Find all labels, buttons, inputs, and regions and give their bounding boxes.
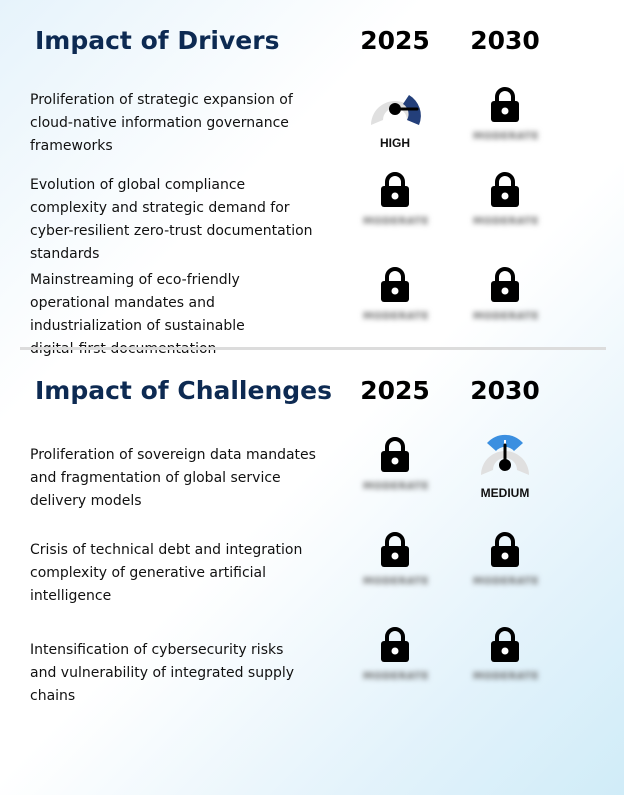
hidden-value: MODERATE — [363, 311, 429, 322]
text-line: frameworks — [30, 138, 113, 154]
text-line: Intensification of cybersecurity risks — [30, 642, 284, 658]
text-line: and fragmentation of global service — [30, 470, 281, 486]
drivers-year-2025: 2025 — [360, 26, 430, 55]
text-line: complexity and strategic demand for — [30, 200, 290, 216]
hidden-value: MODERATE — [363, 481, 429, 492]
hidden-value: MODERATE — [473, 576, 539, 587]
text-line: cyber-resilient zero-trust documentation — [30, 223, 313, 239]
locked-cell[interactable] — [340, 437, 450, 492]
locked-cell[interactable] — [450, 532, 560, 587]
gauge-medium — [450, 428, 560, 500]
gauge-icon — [365, 78, 425, 134]
gauge-label: MEDIUM — [480, 486, 530, 500]
challenges-row-1-text — [30, 444, 316, 513]
drivers-row-3-text — [30, 269, 330, 356]
drivers-row-1-text — [30, 89, 293, 158]
locked-cell[interactable] — [450, 87, 560, 142]
challenges-year-2025: 2025 — [360, 376, 430, 405]
lock-icon — [380, 437, 410, 473]
text-line: industrialization of sustainable — [30, 318, 245, 334]
locked-cell[interactable] — [340, 532, 450, 587]
locked-cell[interactable] — [340, 267, 450, 322]
section-divider — [20, 347, 606, 350]
text-line: Crisis of technical debt and integration — [30, 542, 303, 558]
text-line: and vulnerability of integrated supply — [30, 665, 295, 681]
hidden-value: MODERATE — [473, 216, 539, 227]
text-line: chains — [30, 688, 76, 704]
drivers-title: Impact of Drivers — [35, 26, 280, 55]
hidden-value: MODERATE — [363, 576, 429, 587]
hidden-value: MODERATE — [473, 131, 539, 142]
hidden-value: MODERATE — [363, 216, 429, 227]
drivers-row-3-clip — [30, 269, 330, 356]
text-line: Proliferation of strategic expansion of — [30, 92, 293, 108]
text-line: Proliferation of sovereign data mandates — [30, 447, 316, 463]
lock-icon — [490, 532, 520, 568]
drivers-year-2030: 2030 — [470, 26, 540, 55]
text-line: delivery models — [30, 493, 142, 509]
locked-cell[interactable] — [450, 172, 560, 227]
lock-icon — [490, 87, 520, 123]
text-line: Mainstreaming of eco-friendly — [30, 272, 240, 288]
locked-cell[interactable] — [340, 627, 450, 682]
hidden-value: MODERATE — [473, 311, 539, 322]
lock-icon — [380, 267, 410, 303]
text-line: Evolution of global compliance — [30, 177, 246, 193]
locked-cell[interactable] — [450, 627, 560, 682]
drivers-row-2-text — [30, 174, 313, 266]
text-line: intelligence — [30, 588, 112, 604]
gauge-label: HIGH — [380, 136, 410, 150]
lock-icon — [380, 172, 410, 208]
lock-icon — [490, 627, 520, 663]
text-line: cloud-native information governance — [30, 115, 289, 131]
challenges-title: Impact of Challenges — [35, 376, 332, 405]
gauge-icon — [475, 428, 535, 484]
text-line: standards — [30, 246, 100, 262]
text-line: complexity of generative artificial — [30, 565, 267, 581]
lock-icon — [490, 267, 520, 303]
lock-icon — [490, 172, 520, 208]
locked-cell[interactable] — [340, 172, 450, 227]
challenges-year-2030: 2030 — [470, 376, 540, 405]
text-line: operational mandates and — [30, 295, 215, 311]
lock-icon — [380, 532, 410, 568]
hidden-value: MODERATE — [363, 671, 429, 682]
gauge-high — [340, 78, 450, 150]
hidden-value: MODERATE — [473, 671, 539, 682]
challenges-row-3-text — [30, 639, 294, 708]
lock-icon — [380, 627, 410, 663]
locked-cell[interactable] — [450, 267, 560, 322]
challenges-row-2-text — [30, 539, 302, 608]
